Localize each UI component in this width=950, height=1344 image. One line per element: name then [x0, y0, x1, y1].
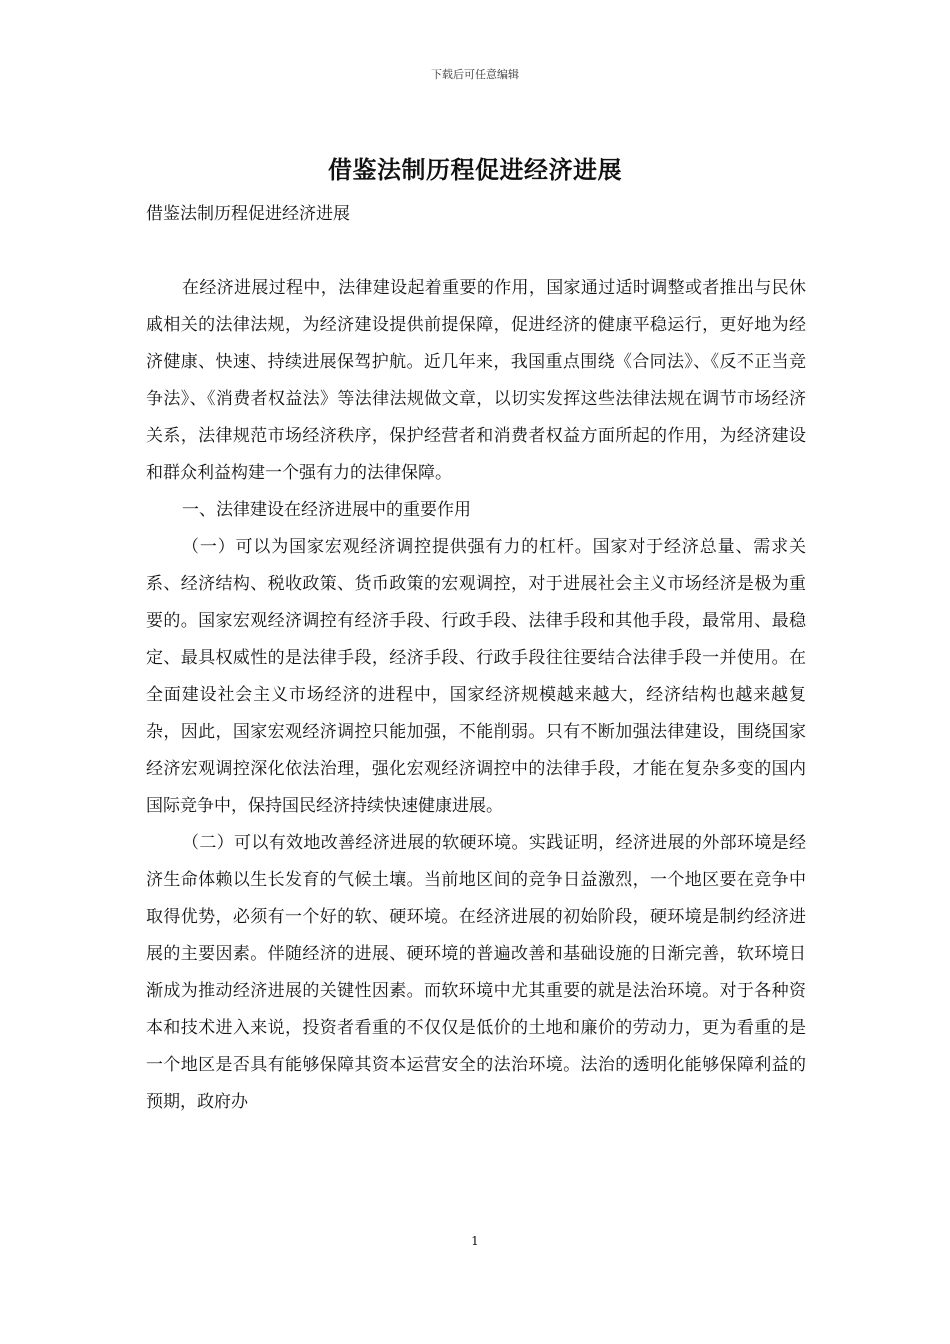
header-note: 下载后可任意编辑 [431, 68, 519, 81]
document-subtitle: 借鉴法制历程促进经济进展 [146, 204, 350, 224]
page-number: 1 [471, 1234, 479, 1248]
paragraph-intro: 在经济进展过程中，法律建设起着重要的作用，国家通过适时调整或者推出与民休戚相关的法律法规，为经济建设提供前提保障，促进经济的健康平稳运行，更好地为经济健康、快速、持续进展保驾护航。近几年来，我国重点围绕《合同法》、《反不正当竞争法》、《消费者权益法》等法律法规做文章，以切实发挥这些法律法规在调节市场经济关系，法律规范市场经济秩序，保护经营者和消费者权益方面所起的作用，为经济建设和群众利益构建一个强有力的法律保障。 [146, 278, 806, 483]
section-heading-1: 一、法律建设在经济进展中的重要作用 [182, 500, 471, 520]
paragraph-section-1-2: （二）可以有效地改善经济进展的软硬环境。实践证明，经济进展的外部环境是经济生命体赖以生长发育的气候土壤。当前地区间的竞争日益激烈，一个地区要在竞争中取得优势，必须有一个好的软、硬环境。在经济进展的初始阶段，硬环境是制约经济进展的主要因素。伴随经济的进展、硬环境的普遍改善和基础设施的日渐完善，软环境日渐成为推动经济进展的关键性因素。而软环境中尤其重要的就是法治环境。对于各种资本和技术进入来说，投资者看重的不仅仅是低价的土地和廉价的劳动力，更为看重的是一个地区是否具有能够保障其资本运营安全的法治环境。法治的透明化能够保障利益的预期，政府办 [146, 833, 806, 1112]
document-body [146, 270, 806, 1121]
document-title: 借鉴法制历程促进经济进展 [328, 155, 622, 184]
paragraph-section-1-1: （一）可以为国家宏观经济调控提供强有力的杠杆。国家对于经济总量、需求关系、经济结构、税收政策、货币政策的宏观调控，对于进展社会主义市场经济是极为重要的。国家宏观经济调控有经济手段、行政手段、法律手段和其他手段，最常用、最稳定、最具权威性的是法律手段，经济手段、行政手段往往要结合法律手段一并使用。在全面建设社会主义市场经济的进程中，国家经济规模越来越大，经济结构也越来越复杂，因此，国家宏观经济调控只能加强，不能削弱。只有不断加强法律建设，围绕国家经济宏观调控深化依法治理，强化宏观经济调控中的法律手段，才能在复杂多变的国内国际竞争中，保持国民经济持续快速健康进展。 [146, 537, 806, 816]
